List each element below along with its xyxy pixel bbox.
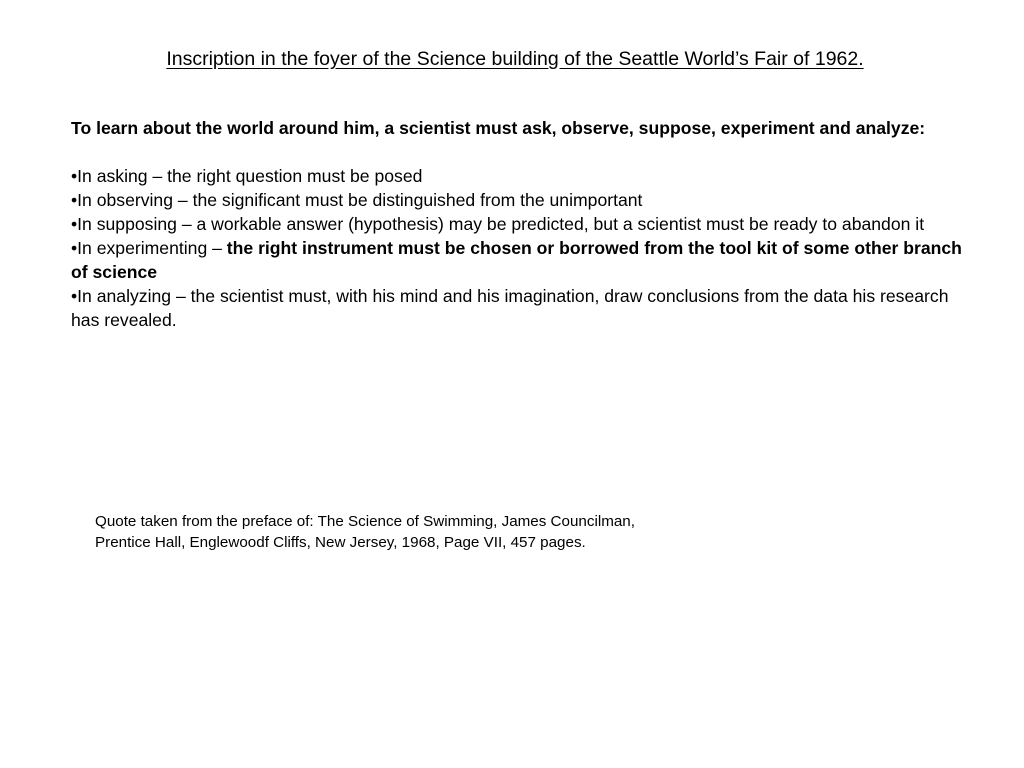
citation-line-1: Quote taken from the preface of: The Science of Swimming, James Councilman, [95,513,635,530]
bullet-observing: •In observing – the significant must be distinguished from the unimportant [71,190,643,210]
bullet-experimenting [71,236,971,284]
bullet-experimenting-lead: •In experimenting – [71,238,227,258]
citation [95,511,795,553]
bullet-supposing: •In supposing – a workable answer (hypothesis) may be predicted, but a scientist must be ready to abandon it [71,214,925,234]
paragraph-spacer [71,140,971,164]
citation-line-2: Prentice Hall, Englewoodf Cliffs, New Jersey, 1968, Page VII, 457 pages. [95,534,586,551]
inscription-body [71,116,971,332]
bullet-asking: •In asking – the right question must be posed [71,166,423,186]
bullet-analyzing: •In analyzing – the scientist must, with his mind and his imagination, draw conclusions from the data his research has revealed. [71,286,949,330]
intro-text: To learn about the world around him, a scientist must ask, observe, suppose, experiment and analyze: [71,118,926,138]
slide-title: Inscription in the foyer of the Science building of the Seattle World’s Fair of 1962. [166,48,864,70]
bullet-experimenting-emphasis: the right instrument must be chosen or borrowed from the tool kit of some other branch of science [71,238,962,282]
